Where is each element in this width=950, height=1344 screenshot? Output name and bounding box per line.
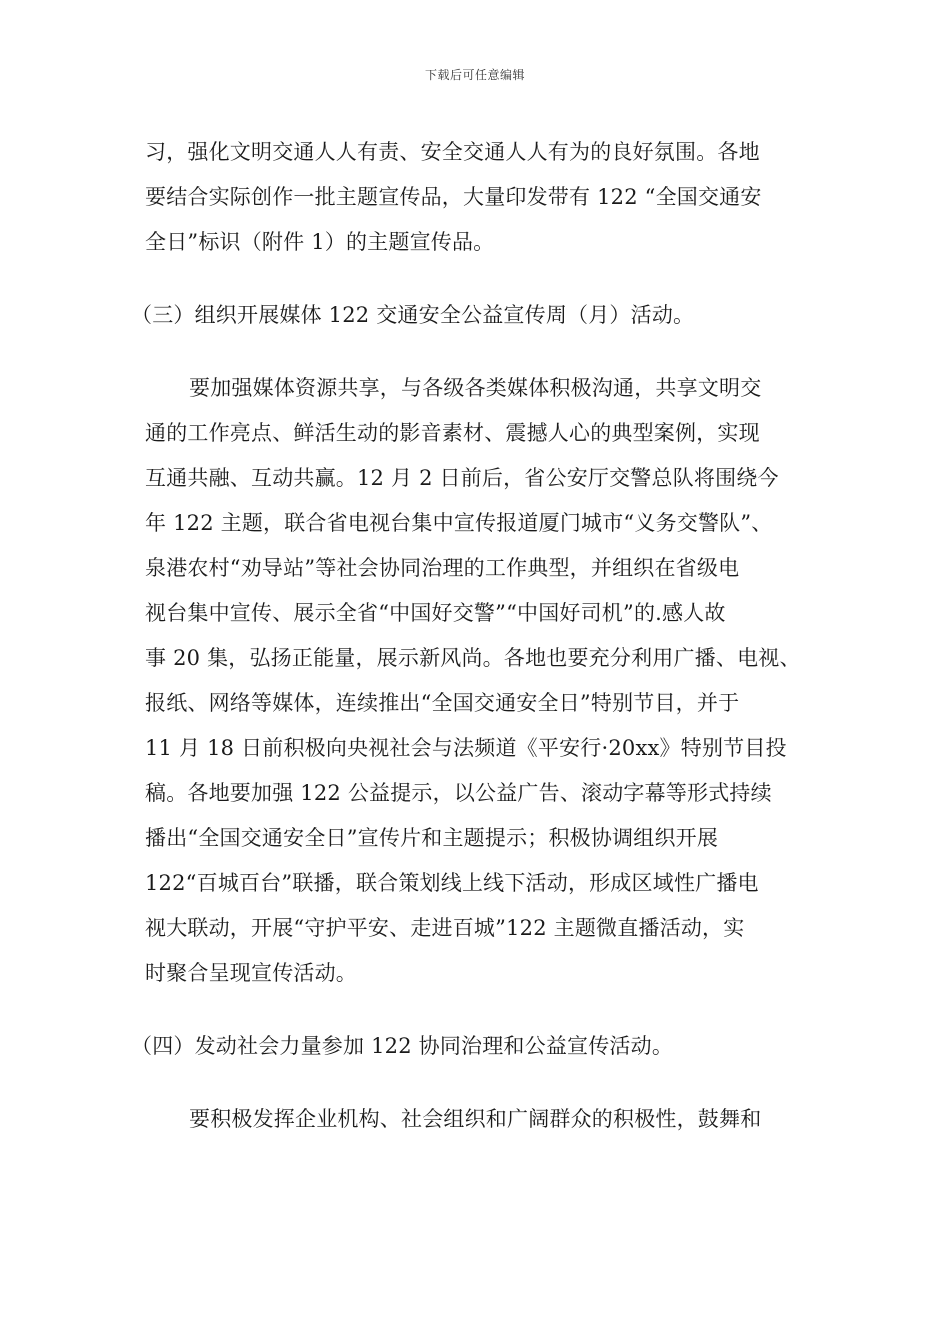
text-line: 稿。各地要加强 122 公益提示，以公益广告、滚动字幕等形式持续 <box>145 781 772 805</box>
text-line: 事 20 集，弘扬正能量，展示新风尚。各地也要充分利用广播、电视、 <box>145 646 801 670</box>
paragraph <box>145 366 815 996</box>
text-line: 视大联动，开展“守护平安、走进百城”122 主题微直播活动，实 <box>145 916 745 940</box>
text-line: 年 122 主题，联合省电视台集中宣传报道厦门城市“义务交警队”、 <box>145 511 773 535</box>
section-heading <box>131 1024 815 1069</box>
text-line: 泉港农村“劝导站”等社会协同治理的工作典型，并组织在省级电 <box>145 556 740 580</box>
text-line: 报纸、网络等媒体，连续推出“全国交通安全日”特别节目，并于 <box>145 691 740 715</box>
text-line: 时聚合呈现宣传活动。 <box>145 961 357 985</box>
paragraph <box>145 130 815 265</box>
text-line: 播出“全国交通安全日”宣传片和主题提示；积极协调组织开展 <box>145 826 719 850</box>
section-heading <box>131 293 815 338</box>
heading-text: （三）组织开展媒体 122 交通安全公益宣传周（月）活动。 <box>131 303 695 327</box>
text-line: 要积极发挥企业机构、社会组织和广阔群众的积极性，鼓舞和 <box>189 1107 762 1131</box>
text-line: 全日”标识（附件 1）的主题宣传品。 <box>145 230 495 254</box>
text-line: 互通共融、互动共赢。12 月 2 日前后，省公安厅交警总队将围绕今 <box>145 466 779 490</box>
text-line: 要结合实际创作一批主题宣传品，大量印发带有 122 “全国交通安 <box>145 185 762 209</box>
text-line: 视台集中宣传、展示全省“中国好交警”“中国好司机”的.感人故 <box>145 601 726 625</box>
text-line: 要加强媒体资源共享，与各级各类媒体积极沟通，共享文明交 <box>189 376 762 400</box>
document-body <box>131 130 815 1142</box>
text-line: 习，强化文明交通人人有责、安全交通人人有为的良好氛围。各地 <box>145 140 760 164</box>
text-line: 11 月 18 日前积极向央视社会与法频道《平安行·20xx》特别节目投 <box>145 736 787 760</box>
text-line: 通的工作亮点、鲜活生动的影音素材、震撼人心的典型案例，实现 <box>145 421 760 445</box>
paragraph <box>145 1097 815 1142</box>
text-line: 122“百城百台”联播，联合策划线上线下活动，形成区域性广播电 <box>145 871 759 895</box>
page-header: 下载后可任意编辑 <box>424 68 525 82</box>
heading-text: （四）发动社会力量参加 122 协同治理和公益宣传活动。 <box>131 1034 674 1058</box>
